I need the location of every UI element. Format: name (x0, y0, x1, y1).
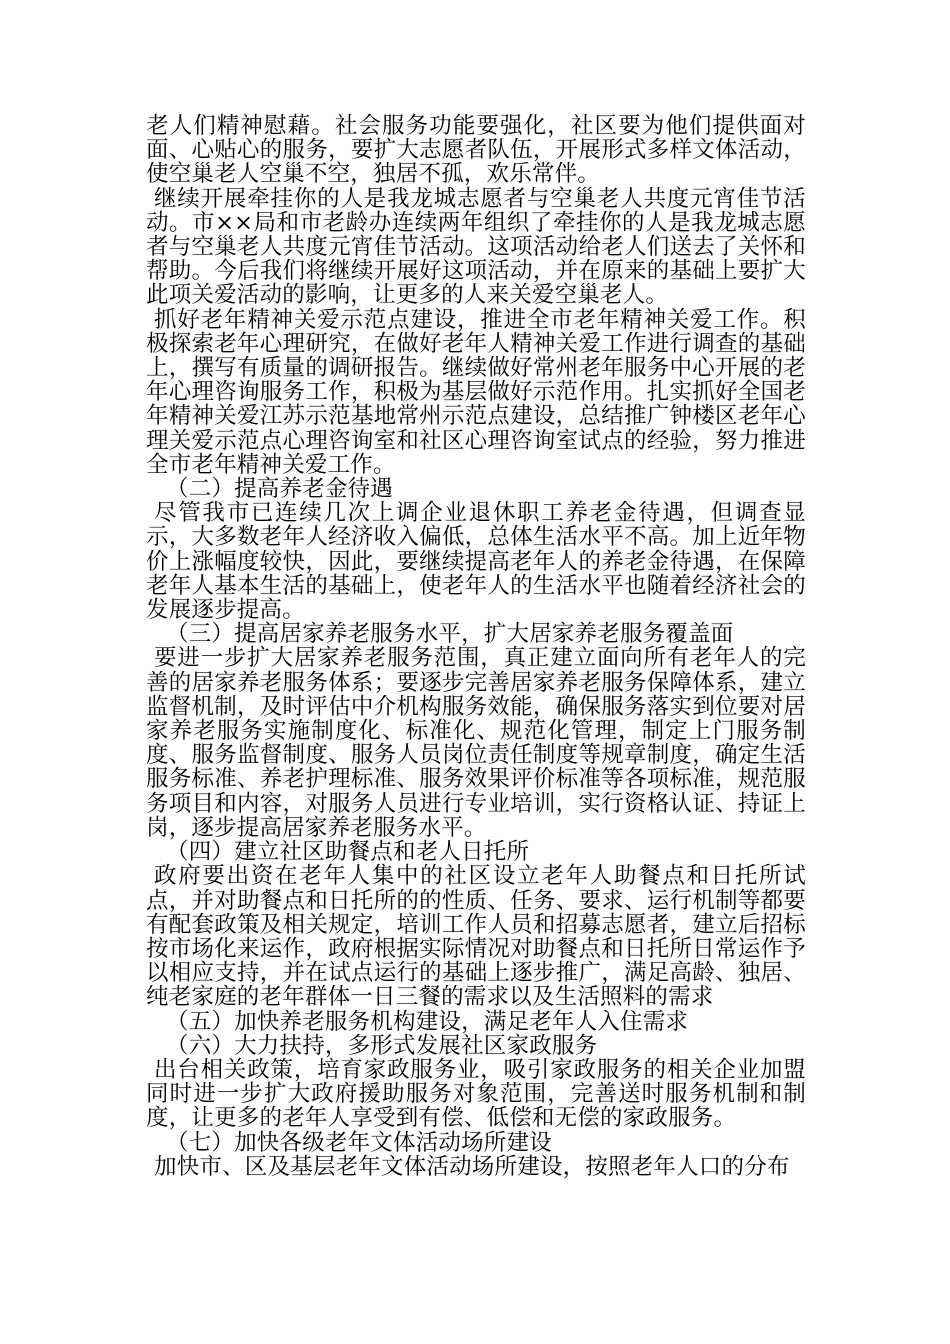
section-heading-housekeeping: （六）大力扶持，多形式发展社区家政服务 (166, 1032, 598, 1059)
section-heading-meal-daycare: （四）建立社区助餐点和老人日托所 (166, 839, 530, 866)
paragraph-lantern-festival-activity: 继续开展牵挂你的人是我龙城志愿者与空巢老人共度元宵佳节活动。市××局和市老龄办连续两年组织了牵挂你的人是我龙城志愿者与空巢老人共度元宵佳节活动。这项活动给老人们送去了关怀和帮助。今后我们将继续开展好这项活动，并在原来的基础上要扩大此项关爱活动的影响，让更多的人来关爱空巢老人。 (146, 185, 806, 309)
paragraph-housekeeping: 出台相关政策，培育家政服务业，吸引家政服务的相关企业加盟同时进一步扩大政府援助服务对象范围，完善送时服务机制和制度，让更多的老年人享受到有偿、低偿和无偿的家政服务。 (146, 1056, 806, 1132)
section-heading-pension: （二）提高养老金待遇 (166, 476, 394, 503)
section-heading-home-care: （三）提高居家养老服务水平，扩大居家养老服务覆盖面 (166, 621, 734, 648)
section-heading-care-institutions: （五）加快养老服务机构建设，满足老年人入住需求 (166, 1008, 689, 1035)
paragraph-spiritual-care-demo: 抓好老年精神关爱示范点建设，推进全市老年精神关爱工作。积极探索老年心理研究，在做好老年人精神关爱工作进行调查的基础上，撰写有质量的调研报告。继续做好常州老年服务中心开展的老年心理咨询服务工作，积极为基层做好示范作用。扎实抓好全国老年精神关爱江苏示范基地常州示范点建设，总结推广钟楼区老年心理关爱示范点心理咨询室和社区心理咨询室试点的经验，努力推进全市老年精神关爱工作。 (146, 306, 806, 478)
paragraph-recreation-venues: 加快市、区及基层老年文体活动场所建设，按照老年人口的分布 (154, 1153, 790, 1180)
paragraph-meal-daycare: 政府要出资在老年人集中的社区设立老年人助餐点和日托所试点，并对助餐点和日托所的的性质、任务、要求、运行机制等都要有配套政策及相关规定，培训工作人员和招募志愿者，建立后招标按市场化来运作，政府根据实际情况对助餐点和日托所日常运作予以相应支持，并在试点运行的基础上逐步推广，满足高龄、独居、纯老家庭的老年群体一日三餐的需求以及生活照料的需求 (146, 863, 806, 1011)
paragraph-pension: 尽管我市已连续几次上调企业退休职工养老金待遇，但调查显示，大多数老年人经济收入偏低，总体生活水平不高。加上近年物价上涨幅度较快，因此，要继续提高老年人的养老金待遇，在保障老年人基本生活的基础上，使老年人的生活水平也随着经济社会的发展逐步提高。 (146, 500, 806, 624)
section-heading-recreation-venues: （七）加快各级老年文体活动场所建设 (166, 1129, 552, 1156)
paragraph-home-care: 要进一步扩大居家养老服务范围，真正建立面向所有老年人的完善的居家养老服务体系；要逐步完善居家养老服务保障体系，建立监督机制，及时评估中介机构服务效能，确保服务落实到位要对居家养老服务实施制度化、标准化、规范化管理，制定上门服务制度、服务监督制度、服务人员岗位责任制度等规章制度，确定生活服务标准、养老护理标准、服务效果评价标准等各项标准，规范服务项目和内容，对服务人员进行专业培训，实行资格认证、持证上岗，逐步提高居家养老服务水平。 (146, 645, 806, 841)
paragraph-spiritual-comfort: 老人们精神慰藉。社会服务功能要强化，社区要为他们提供面对面、心贴心的服务，要扩大志愿者队伍，开展形式多样文体活动，使空巢老人空巢不空，独居不孤，欢乐常伴。 (146, 113, 806, 188)
document-body (146, 114, 806, 1179)
